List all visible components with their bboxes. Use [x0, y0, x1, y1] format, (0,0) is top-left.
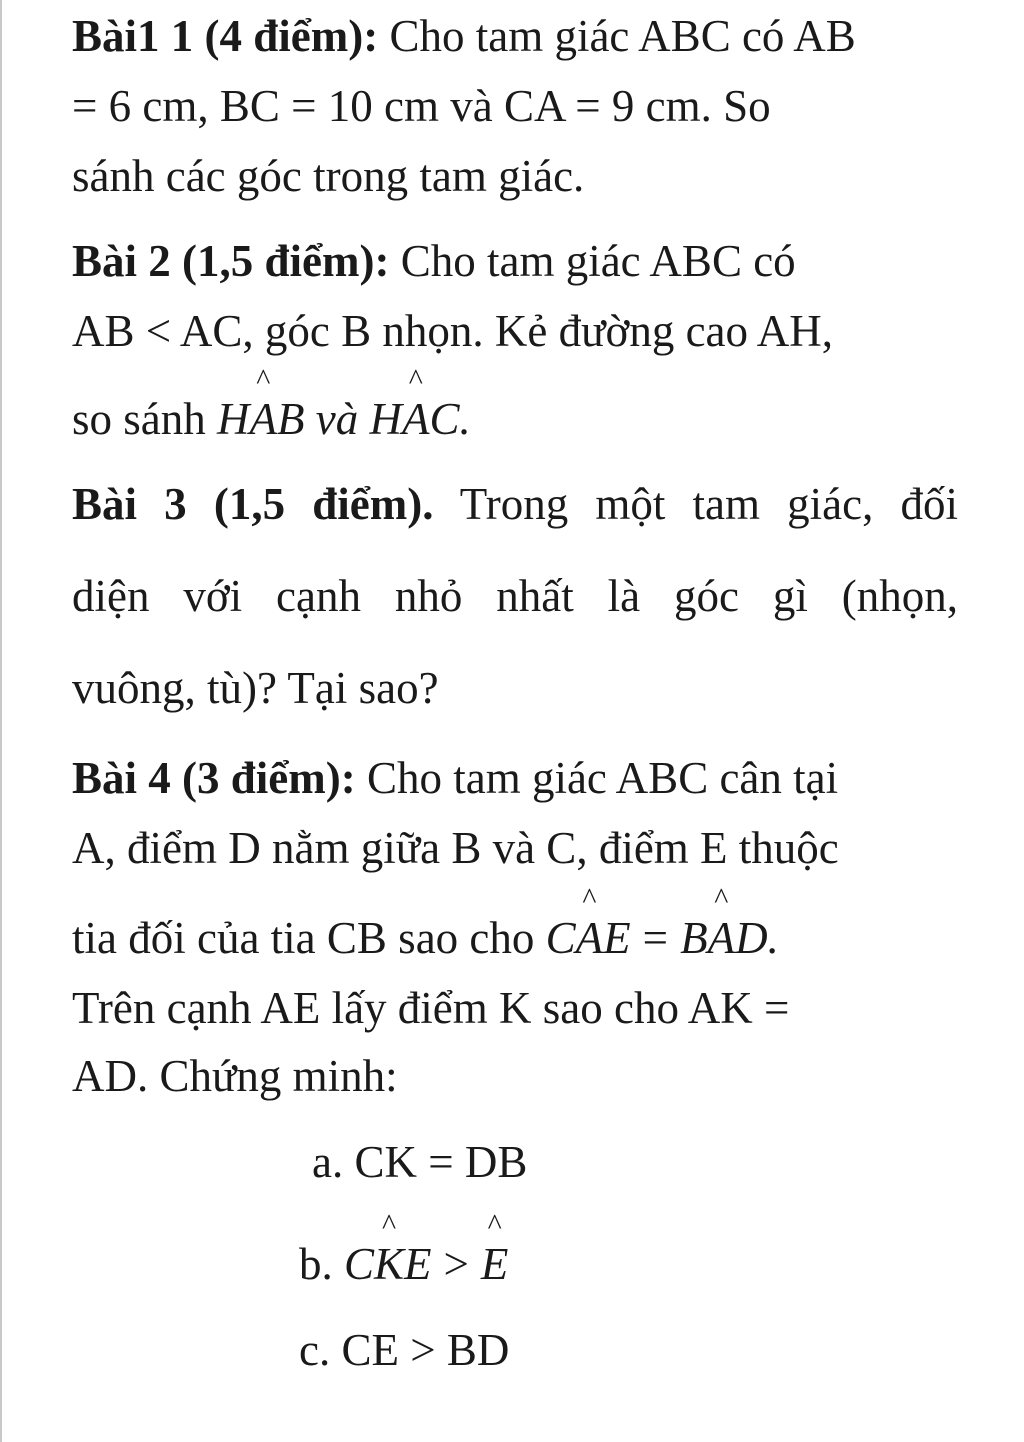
bai4-item-b [299, 1208, 509, 1290]
equals-sign: = [642, 913, 669, 963]
bai4-line3 [72, 882, 779, 964]
angle-cke [344, 1208, 432, 1289]
bai2-line3 [72, 363, 471, 445]
angle-hac-vertex [401, 363, 430, 445]
hat-icon: ^ [487, 1208, 502, 1241]
bai1-text: Cho tam giác ABC có AB [378, 11, 856, 61]
bai4-line1 [72, 752, 838, 804]
angle-hab-vertex-letter: A [249, 394, 277, 444]
angle-hab-vertex [249, 363, 278, 445]
bai2-conj: và [304, 394, 370, 444]
angle-hac [369, 363, 460, 444]
angle-cke-vertex-letter: K [374, 1239, 405, 1289]
angle-hab-left: H [217, 394, 250, 444]
bai4-line3-end: . [767, 913, 779, 963]
bai1-line3: sánh các góc trong tam giác. [72, 151, 585, 201]
hat-icon: ^ [381, 1208, 397, 1241]
bai1-line1 [72, 10, 856, 62]
bai3-title: Bài 3 (1,5 điểm). [72, 479, 434, 529]
angle-bad [680, 882, 768, 963]
bai1-title: Bài1 1 (4 điểm): [72, 11, 379, 61]
greater-than-sign: > [443, 1239, 469, 1289]
hat-icon: ^ [714, 882, 729, 915]
angle-hab [217, 363, 305, 444]
angle-cke-right: E [404, 1239, 432, 1289]
angle-hab-right: B [277, 394, 305, 444]
bai2-line3-prefix: so sánh [72, 394, 217, 444]
bai2-title: Bài 2 (1,5 điểm): [72, 236, 390, 286]
angle-bad-left: B [680, 913, 708, 963]
bai4-title: Bài 4 (3 điểm): [72, 753, 356, 803]
angle-bad-vertex [707, 882, 736, 964]
angle-cae-vertex [575, 882, 604, 964]
angle-bad-right: D [735, 913, 768, 963]
hat-icon: ^ [256, 363, 271, 396]
angle-bad-vertex-letter: A [707, 913, 736, 963]
bai4-line2: A, điểm D nằm giữa B và C, điểm E thuộc [72, 823, 839, 873]
bai2-line2: AB < AC, góc B nhọn. Kẻ đường cao AH, [72, 306, 834, 356]
bai1-line2: = 6 cm, BC = 10 cm và CA = 9 cm. So [72, 81, 771, 131]
angle-hac-vertex-letter: A [401, 394, 430, 444]
bai4-line3-prefix: tia đối của tia CB sao cho [72, 913, 546, 963]
angle-e [480, 1208, 509, 1290]
bai4-item-a: a. CK = DB [312, 1137, 528, 1187]
angle-e-letter: E [480, 1239, 509, 1289]
hat-icon: ^ [582, 882, 597, 915]
angle-cke-vertex [374, 1208, 405, 1290]
angle-cae-right: E [603, 913, 631, 963]
angle-hac-left: H [369, 394, 402, 444]
bai3-line2: diện với cạnh nhỏ nhất là góc gì (nhọn, [72, 571, 958, 621]
bai4-line5: AD. Chứng minh: [72, 1051, 398, 1101]
bai2-end: . [459, 394, 471, 444]
angle-hac-right: C [429, 394, 460, 444]
angle-cae-vertex-letter: A [575, 913, 604, 963]
bai3-line3: vuông, tù)? Tại sao? [72, 663, 439, 713]
bai2-text: Cho tam giác ABC có [389, 236, 796, 286]
bai2-line1 [72, 235, 796, 287]
bai4-text: Cho tam giác ABC cân tại [355, 753, 839, 803]
bai4-item-b-label: b. [299, 1239, 344, 1289]
bai4-item-c: c. CE > BD [299, 1325, 510, 1375]
bai3-text: Trong một tam giác, đối [433, 479, 958, 529]
angle-cke-left: C [344, 1239, 375, 1289]
angle-cae-left: C [545, 913, 576, 963]
bai3-line1 [72, 478, 958, 530]
hat-icon: ^ [408, 363, 423, 396]
bai4-line4: Trên cạnh AE lấy điểm K sao cho AK = [72, 983, 790, 1033]
angle-cae [545, 882, 631, 963]
